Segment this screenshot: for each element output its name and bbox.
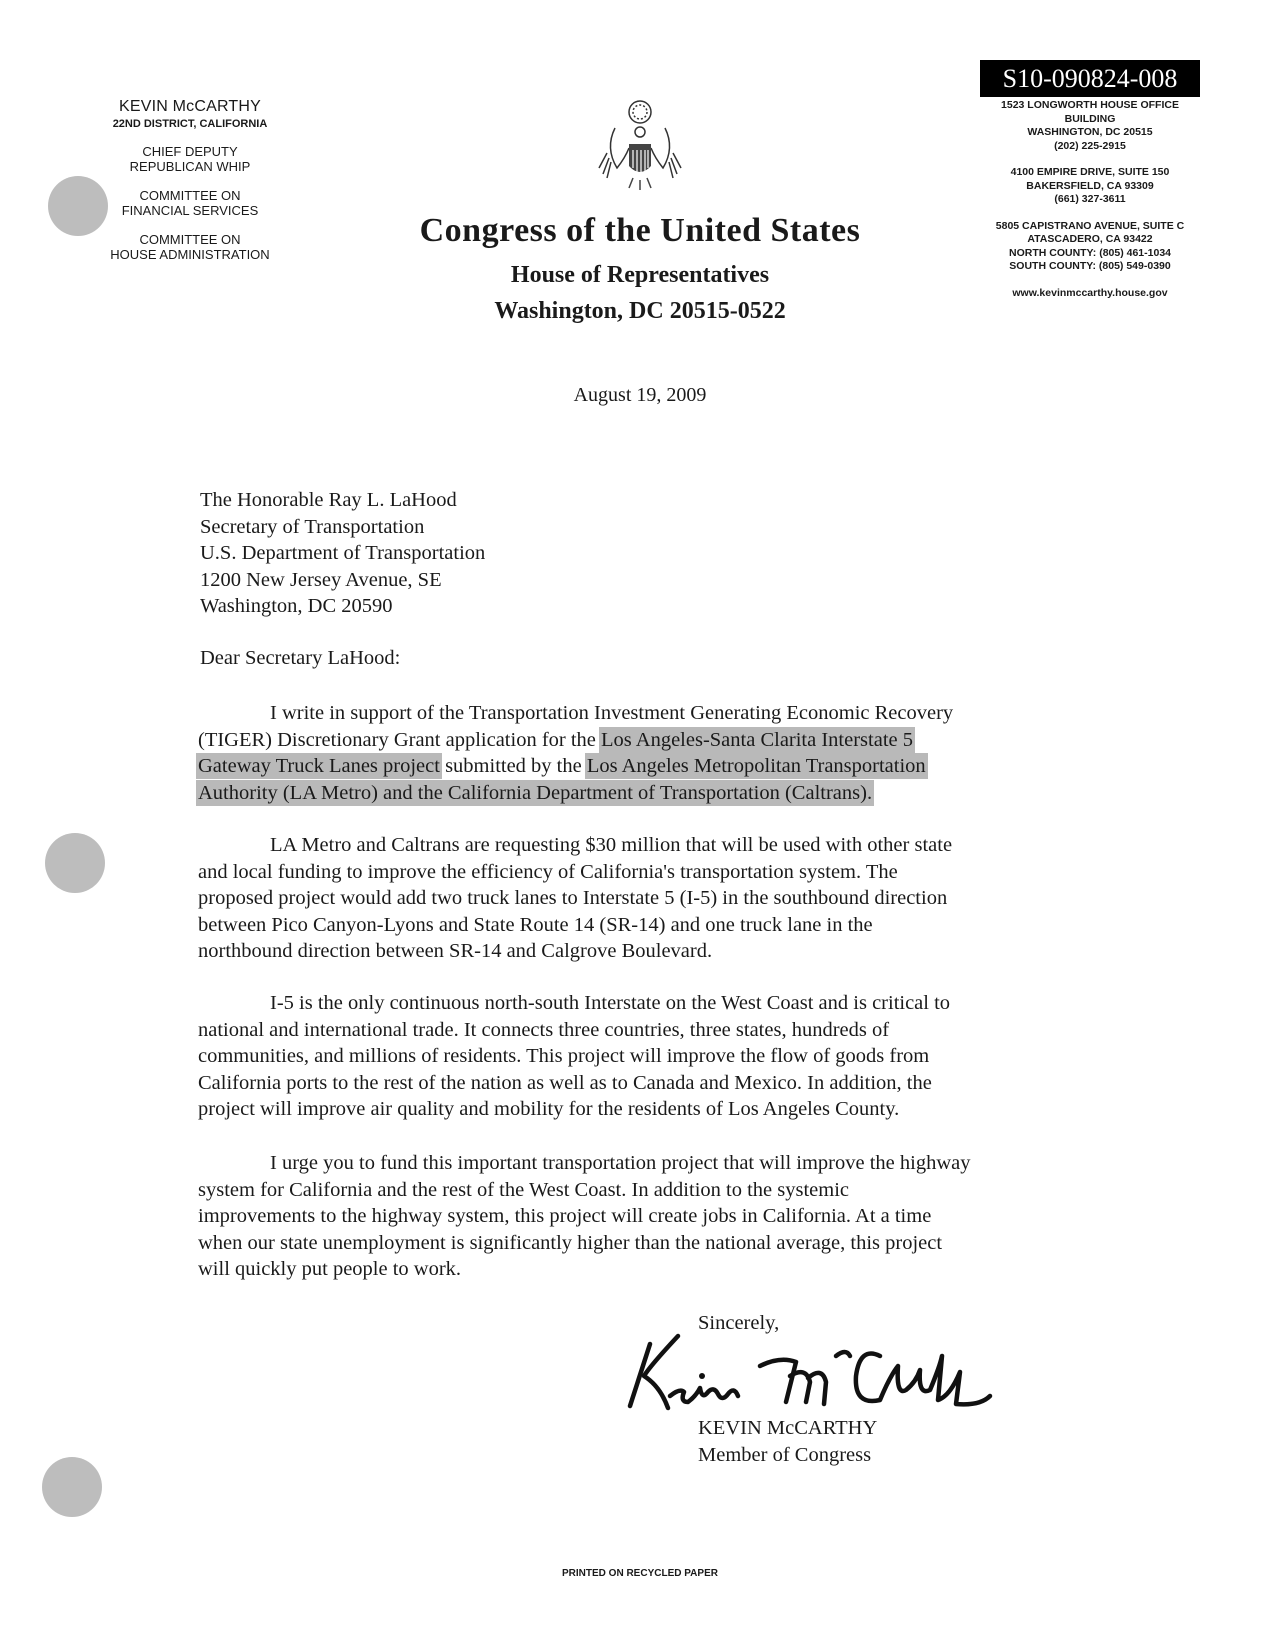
highlighted-applicant: Los Angeles Metropolitan Transportation [586, 755, 926, 777]
paragraph-line: system for California and the rest of the West Coast. In addition to the systemic [198, 1178, 849, 1201]
district: 22ND DISTRICT, CALIFORNIA [112, 118, 268, 130]
salutation: Dear Secretary LaHood: [200, 647, 401, 669]
address-line: BAKERSFIELD, CA 93309 [1026, 179, 1154, 192]
paragraph-line: between Pico Canyon-Lyons and State Route 14 (SR-14) and one truck lane in the [198, 913, 873, 936]
reference-number: S10-090824-008 [980, 60, 1200, 97]
paragraph-line: and local funding to improve the efficiency of California's transportation system. The [198, 860, 898, 883]
closing: Sincerely, [698, 1312, 780, 1334]
paragraph-line: I urge you to fund this important transportation project that will improve the highway [270, 1152, 971, 1174]
address-line: 1523 LONGWORTH HOUSE OFFICE [1001, 99, 1179, 111]
paragraph-line: LA Metro and Caltrans are requesting $30 million that will be used with other state [270, 834, 953, 856]
letterhead-right-column [975, 99, 1205, 300]
paragraph-line: proposed project would add two truck lanes to Interstate 5 (I-5) in the southbound direction [198, 887, 948, 909]
role-line: COMMITTEE ON [139, 232, 241, 247]
great-seal-icon [595, 98, 685, 193]
phone-line: (202) 225-2915 [1054, 139, 1126, 152]
paragraph-line: I write in support of the Transportation Investment Generating Economic Recovery [270, 702, 954, 724]
paragraph-line [198, 727, 1078, 754]
paragraph-line: national and international trade. It connects three countries, three states, hundreds of [198, 1018, 890, 1041]
paragraph-line [198, 753, 1078, 780]
role-line: REPUBLICAN WHIP [129, 159, 251, 174]
office-address [975, 220, 1205, 274]
phone-line: SOUTH COUNTY: (805) 549-0390 [1009, 260, 1171, 272]
role-line: CHIEF DEPUTY [142, 144, 238, 159]
hole-punch [45, 833, 105, 893]
recipient-line: 1200 New Jersey Avenue, SE [200, 568, 442, 591]
paragraph-line: will quickly put people to work. [198, 1258, 462, 1280]
highlighted-project-name: Gateway Truck Lanes project [198, 755, 440, 777]
role-line: FINANCIAL SERVICES [121, 203, 259, 218]
address-line: ATASCADERO, CA 93422 [1027, 233, 1153, 245]
office-address [975, 99, 1205, 153]
address-line: 5805 CAPISTRANO AVENUE, SUITE C [995, 219, 1185, 232]
signer-block [698, 1415, 877, 1468]
letterhead-title: Congress of the United States [419, 212, 861, 249]
role-block [80, 232, 300, 262]
paragraph-line: improvements to the highway system, this project will create jobs in California. At a time [198, 1205, 932, 1227]
recipient-line: The Honorable Ray L. LaHood [200, 489, 457, 511]
highlighted-applicant: Authority (LA Metro) and the California Department of Transportation (Caltrans). [198, 781, 873, 804]
text-run: (TIGER) Discretionary Grant application for the [198, 728, 602, 751]
recipient-line: Secretary of Transportation [200, 515, 425, 538]
footer-note: PRINTED ON RECYCLED PAPER [562, 1568, 718, 1579]
recipient-address [200, 487, 485, 620]
paragraph-line: California ports to the rest of the nation as well as to Canada and Mexico. In addition, the [198, 1071, 932, 1094]
signer-title: Member of Congress [698, 1443, 872, 1466]
address-line: WASHINGTON, DC 20515 [1027, 126, 1153, 138]
paragraph-line [198, 780, 1078, 807]
role-block [80, 144, 300, 174]
paragraph-line: project will improve air quality and mobility for the residents of Los Angeles County. [198, 1098, 900, 1120]
hole-punch [42, 1457, 102, 1517]
text-run: submitted by the [439, 755, 587, 777]
address-line: BUILDING [1064, 112, 1116, 125]
role-line: HOUSE ADMINISTRATION [110, 247, 270, 262]
website-link[interactable]: www.kevinmccarthy.house.gov [1012, 286, 1168, 299]
office-address [975, 166, 1205, 207]
paragraph-line: I-5 is the only continuous north-south Interstate on the West Coast and is critical to [270, 992, 951, 1014]
role-block [80, 188, 300, 218]
highlighted-project-name: Los Angeles-Santa Clarita Interstate 5 [601, 728, 913, 751]
signer-name: KEVIN McCARTHY [698, 1417, 878, 1439]
signature [610, 1326, 1020, 1416]
recipient-line: Washington, DC 20590 [200, 595, 393, 617]
letterhead-left-column [80, 98, 300, 262]
letter-date: August 19, 2009 [573, 384, 707, 406]
recipient-line: U.S. Department of Transportation [200, 542, 486, 564]
paragraph-line: communities, and millions of residents. This project will improve the flow of goods from [198, 1045, 930, 1067]
paragraph [198, 700, 1078, 806]
letterhead-subtitle: House of Representatives [510, 262, 770, 288]
letterhead-city: Washington, DC 20515-0522 [494, 298, 786, 324]
phone-line: (661) 327-3611 [1054, 193, 1126, 205]
role-line: COMMITTEE ON [139, 188, 241, 203]
paragraph [198, 832, 1078, 965]
paragraph-line: northbound direction between SR-14 and Calgrove Boulevard. [198, 940, 713, 962]
phone-line: NORTH COUNTY: (805) 461-1034 [1008, 246, 1172, 259]
member-name: KEVIN McCARTHY [118, 98, 262, 115]
paragraph [198, 1150, 1078, 1283]
paragraph-line: when our state unemployment is significantly higher than the national average, this project [198, 1231, 943, 1254]
paragraph [198, 990, 1078, 1123]
address-line: 4100 EMPIRE DRIVE, SUITE 150 [1010, 166, 1170, 178]
